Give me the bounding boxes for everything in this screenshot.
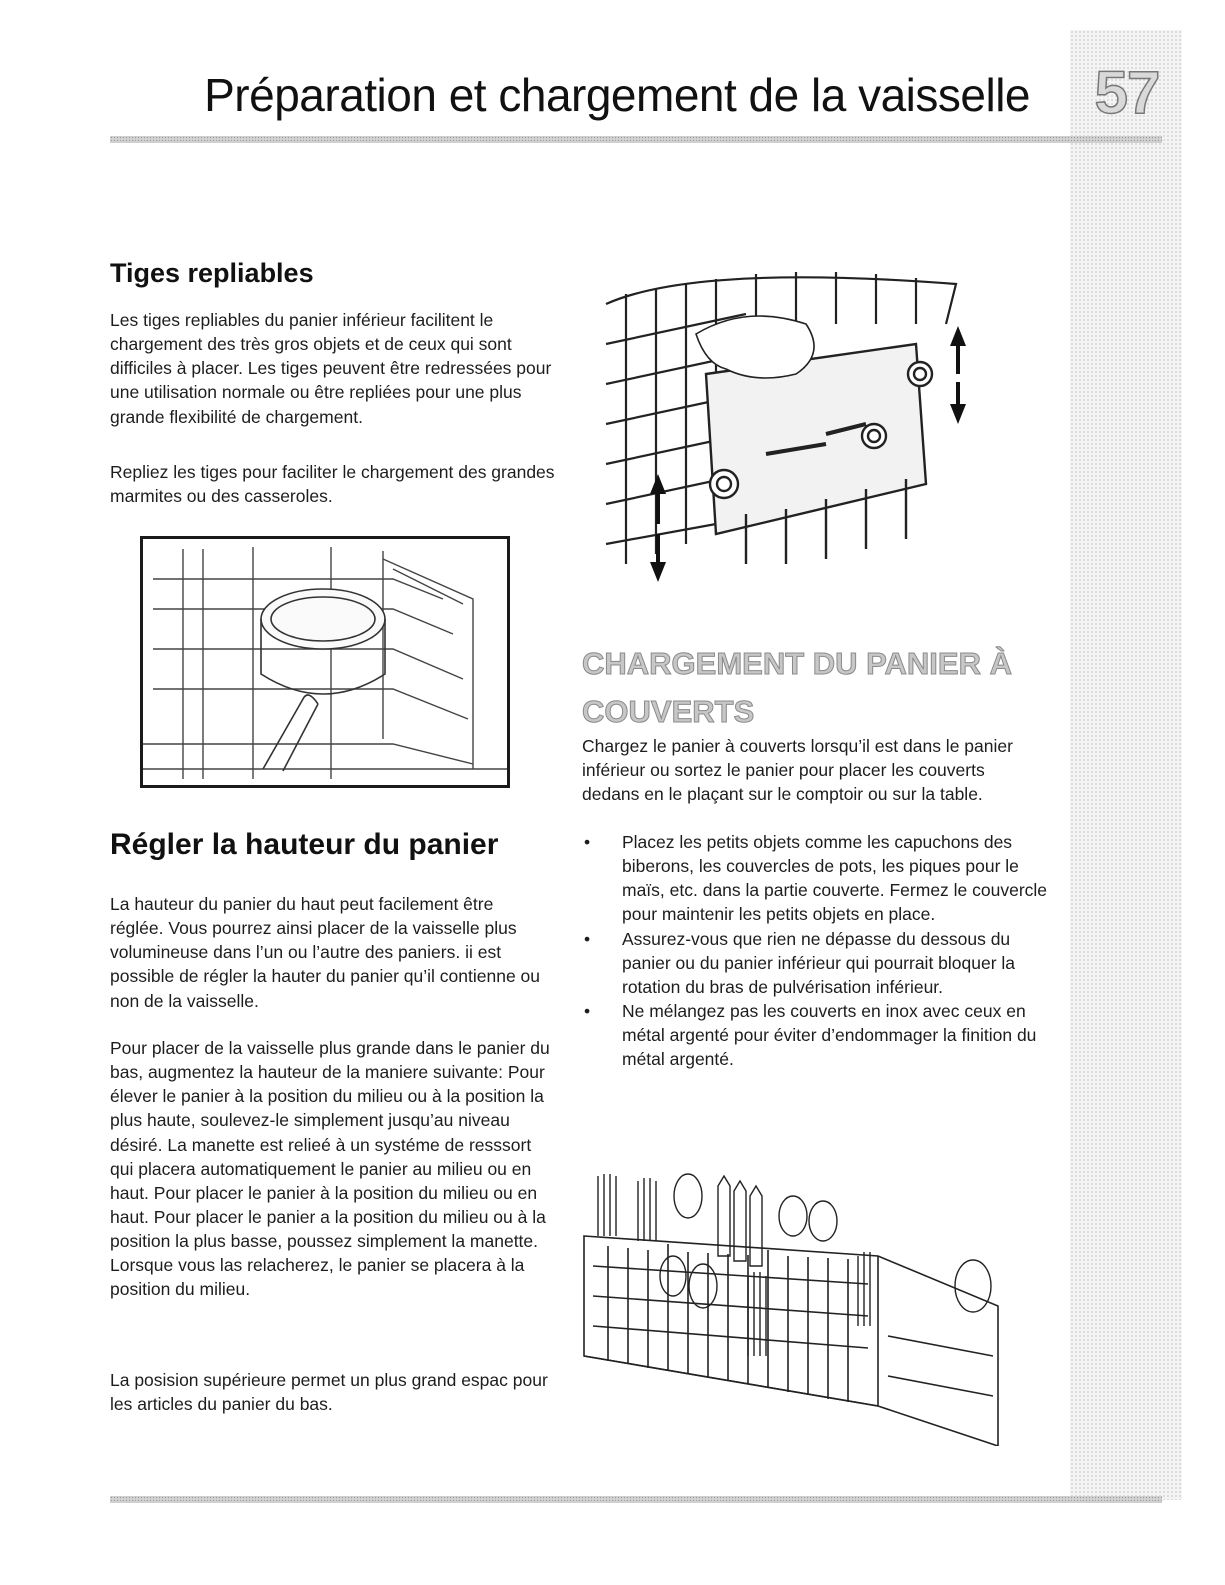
bullet-icon: • [584, 1000, 591, 1021]
list-item [582, 999, 1052, 1071]
bullet-icon: • [584, 832, 591, 852]
regler-paragraph-2: Pour placer de la vaisselle plus grande dans le panier du bas, augmentez la hauteur de la maniere suivante: Pour élever le panier à la position du milieu ou à la position la plus haute, soulevez-le simplement jusqu’au niveau désiré. La manette est relieé à un systéme de resssort qui placera automatiquement le panier au milieu ou en haut. Pour placer le panier à la position du milieu ou en haut. Pour placer le panier a la position du milieu ou à la position la plus basse, poussez simplement la manette. Lorsque vous las relacherez, le panier se placera à la position du milieu. [110, 1038, 550, 1300]
regler-paragraph-3: La posision supérieure permet un plus grand espac pour les articles du panier du bas. [110, 1370, 548, 1415]
tiges-paragraph-1: Les tiges repliables du panier inférieur facilitent le chargement des très gros objets et de ceux qui sont difficiles à placer. Les tiges peuvent être redressées pour une utilisation normale ou être repliées pour une plus grande flexibilité de chargement. [110, 310, 552, 427]
top-divider [110, 136, 1162, 143]
bottom-divider [110, 1496, 1162, 1503]
section-heading-regler: Régler la hauteur du panier [110, 828, 499, 861]
pot-in-rack-illustration [140, 536, 510, 788]
up-down-arrow-icon-right [950, 326, 966, 424]
couverts-paragraph: Chargez le panier à couverts lorsqu’il est dans le panier inférieur ou sortez le panier pour placer les couverts dedans en le plaçant sur le comptoir ou sur la table. [582, 736, 1013, 805]
rack-height-lever-illustration [596, 264, 1008, 594]
basket-body-icon [584, 1236, 998, 1446]
bullet-icon: • [584, 928, 591, 949]
list-item [582, 830, 1052, 927]
up-down-arrow-icon-left [650, 474, 666, 582]
side-halftone-strip [1070, 30, 1182, 1500]
silverware-basket-illustration [578, 1156, 1004, 1446]
hand-icon [696, 316, 814, 378]
couverts-bullet-list [582, 830, 1052, 1071]
rack-wires-icon [143, 547, 507, 779]
regler-paragraph-1: La hauteur du panier du haut peut facilement être réglée. Vous pourrez ainsi placer de la vaisselle plus volumineuse dans l’un ou l’autre des paniers. ii est possible de régler la hauter du panier qu’il contienne ou non de la vaisselle. [110, 894, 541, 1011]
bullet-text: Assurez-vous que rien ne dépasse du dessous du panier ou du panier inférieur qui pourrait bloquer la rotation du bras de pulvérisation inférieur. [622, 928, 1016, 997]
tiges-paragraph-2: Repliez les tiges pour faciliter le chargement des grandes marmites ou des casseroles. [110, 462, 555, 507]
bullet-text: Ne mélangez pas les couverts en inox avec ceux en métal argenté pour éviter d’endommager la finition du métal argenté. [622, 1000, 1037, 1070]
list-item [582, 927, 1052, 999]
section-heading-couverts: CHARGEMENT DU PANIER À COUVERTS [582, 646, 1012, 730]
section-heading-tiges: Tiges repliables [110, 258, 314, 288]
page-number: 57 [1094, 59, 1160, 126]
page-title: Préparation et chargement de la vaisselle [204, 69, 1030, 121]
adjuster-lever-icon [706, 344, 932, 564]
bullet-text: Placez les petits objets comme les capuchons des biberons, les couvercles de pots, les piques pour le maïs, etc. dans la partie couverte. Fermez le couvercle pour maintenir les petits objets en place. [622, 832, 1048, 925]
